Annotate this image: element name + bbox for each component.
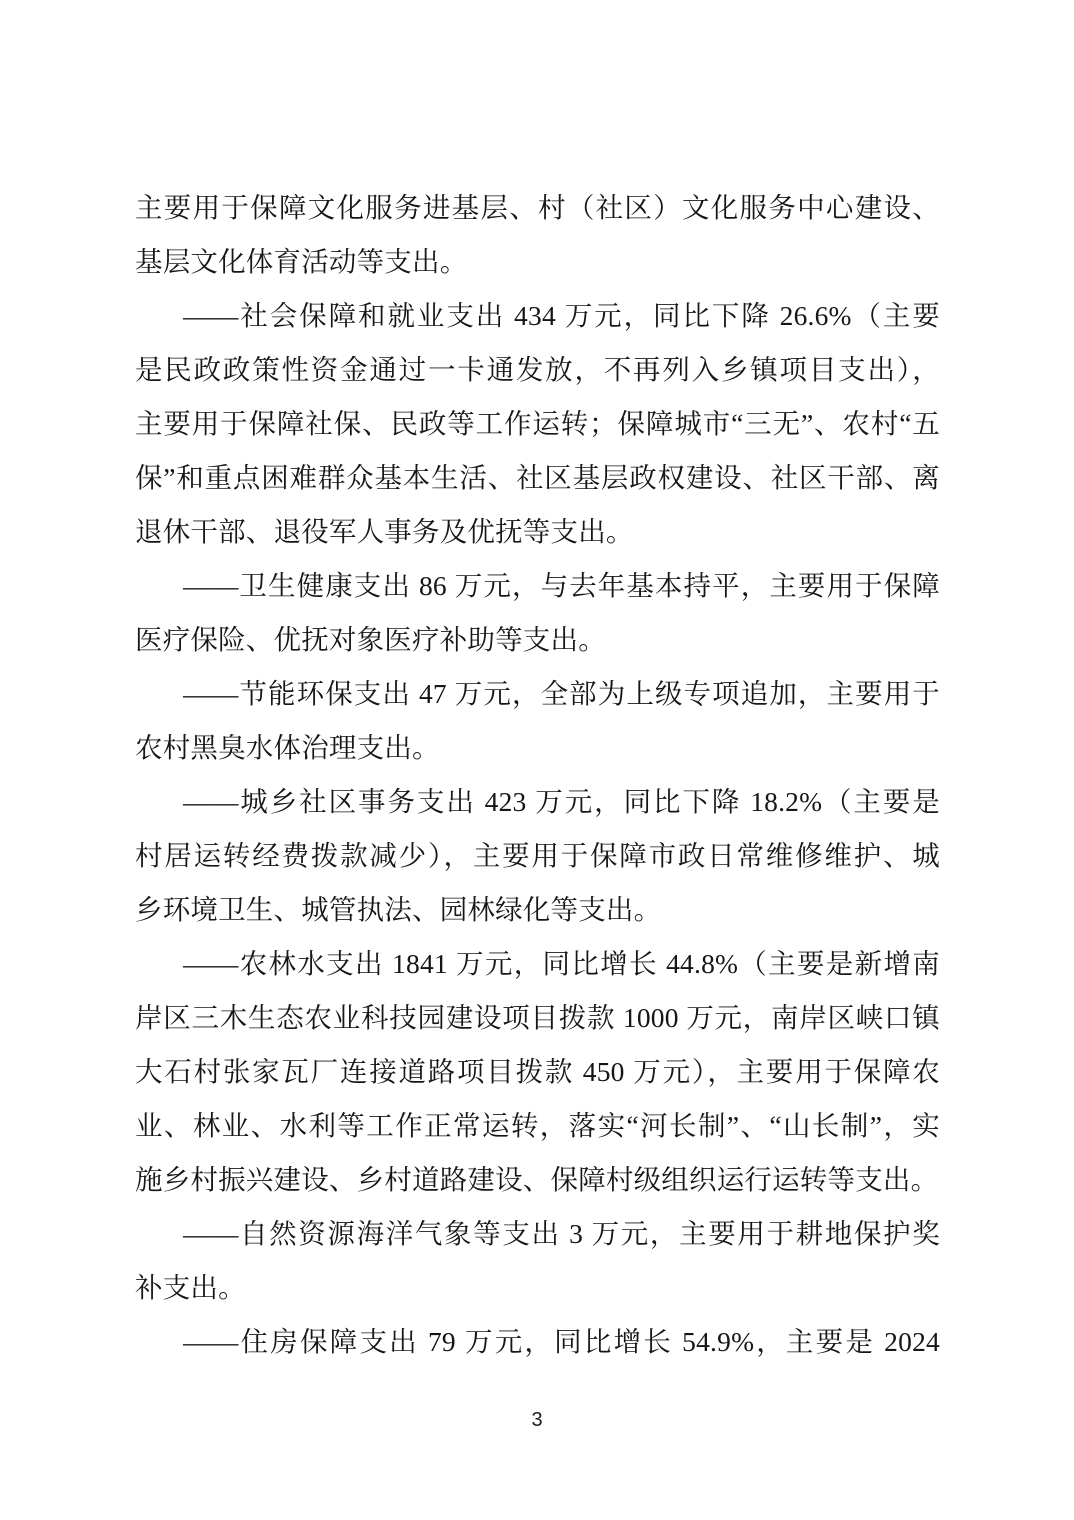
body-text [135, 181, 940, 1369]
text-line: 农村黑臭水体治理支出。 [135, 732, 440, 763]
text-line: 主要用于保障文化服务进基层、村（社区）文化服务中心建设、 [135, 192, 940, 223]
text-line: ——社会保障和就业支出 434 万元，同比下降 26.6%（主要 [183, 300, 940, 331]
text-line: ——自然资源海洋气象等支出 3 万元，主要用于耕地保护奖 [183, 1218, 940, 1249]
text-line: 补支出。 [135, 1272, 246, 1303]
text-line: ——城乡社区事务支出 423 万元，同比下降 18.2%（主要是 [183, 786, 940, 817]
text-line: 村居运转经费拨款减少），主要用于保障市政日常维修维护、城 [135, 840, 940, 871]
text-line: 主要用于保障社保、民政等工作运转；保障城市“三无”、农村“五 [135, 408, 940, 439]
text-line: 乡环境卫生、城管执法、园林绿化等支出。 [135, 894, 662, 925]
page-number: 3 [531, 1409, 543, 1431]
text-line: ——住房保障支出 79 万元，同比增长 54.9%，主要是 2024 [183, 1326, 940, 1357]
text-line: ——卫生健康支出 86 万元，与去年基本持平，主要用于保障 [183, 570, 940, 601]
text-line: 岸区三木生态农业科技园建设项目拨款 1000 万元，南岸区峡口镇 [135, 1002, 940, 1033]
text-line: 是民政政策性资金通过一卡通发放，不再列入乡镇项目支出）， [135, 354, 940, 385]
text-line: 医疗保险、优抚对象医疗补助等支出。 [135, 624, 606, 655]
text-line: 施乡村振兴建设、乡村道路建设、保障村级组织运行运转等支出。 [135, 1164, 939, 1195]
text-line: 大石村张家瓦厂连接道路项目拨款 450 万元），主要用于保障农 [135, 1056, 940, 1087]
text-line: ——农林水支出 1841 万元，同比增长 44.8%（主要是新增南 [183, 948, 940, 979]
text-line: 业、林业、水利等工作正常运转，落实“河长制”、“山长制”，实 [135, 1110, 940, 1141]
text-line: ——节能环保支出 47 万元，全部为上级专项追加，主要用于 [183, 678, 940, 709]
text-line: 保”和重点困难群众基本生活、社区基层政权建设、社区干部、离 [135, 462, 940, 493]
text-line: 基层文化体育活动等支出。 [135, 246, 468, 277]
text-line: 退休干部、退役军人事务及优抚等支出。 [135, 516, 634, 547]
